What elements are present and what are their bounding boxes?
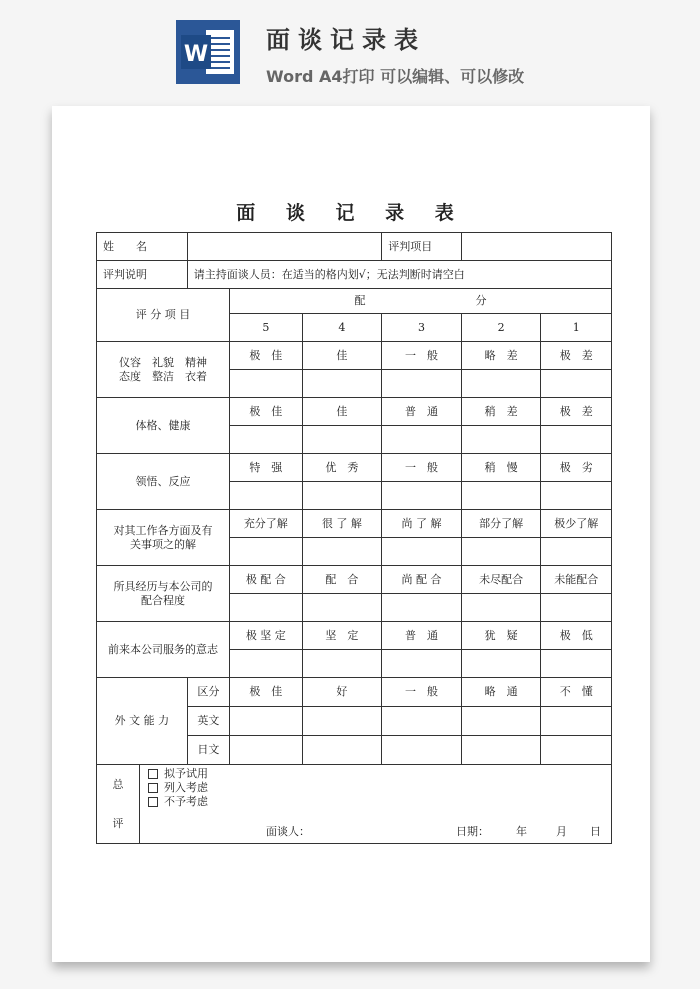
checkbox-icon[interactable] xyxy=(148,797,158,807)
summary-label xyxy=(97,765,140,843)
desc-text: 请主持面谈人员：在适当的格内划√；无法判断时请空白 xyxy=(187,261,611,289)
option-label: 普 通 xyxy=(382,398,462,426)
check-cell[interactable] xyxy=(382,538,462,566)
check-cell[interactable] xyxy=(461,482,541,510)
check-cell[interactable] xyxy=(461,538,541,566)
summary-label-bottom: 评 xyxy=(112,816,124,830)
check-cell[interactable] xyxy=(230,370,303,398)
check-cell[interactable] xyxy=(382,594,462,622)
option-label: 部分了解 xyxy=(461,510,541,538)
check-cell[interactable] xyxy=(382,482,462,510)
check-cell[interactable] xyxy=(461,370,541,398)
check-cell[interactable] xyxy=(302,736,382,765)
check-cell[interactable] xyxy=(382,370,462,398)
option-label: 佳 xyxy=(302,342,382,370)
option-label: 极 佳 xyxy=(230,398,303,426)
summary-label-top: 总 xyxy=(112,777,124,791)
criteria-comprehension: 领悟、反应 xyxy=(97,454,230,510)
summary-option[interactable] xyxy=(148,795,611,809)
check-cell[interactable] xyxy=(461,707,541,736)
eval-item-field[interactable] xyxy=(461,233,611,261)
desc-label: 评判说明 xyxy=(97,261,188,289)
option-label: 一 般 xyxy=(382,454,462,482)
score-col-1: 1 xyxy=(541,314,612,342)
check-cell[interactable] xyxy=(541,736,612,765)
option-label: 未能配合 xyxy=(541,566,612,594)
option-label: 极 劣 xyxy=(541,454,612,482)
check-cell[interactable] xyxy=(461,594,541,622)
option-label: 很 了 解 xyxy=(302,510,382,538)
name-label: 姓 名 xyxy=(97,233,188,261)
check-cell[interactable] xyxy=(230,707,303,736)
option-label: 略 差 xyxy=(461,342,541,370)
checkbox-icon[interactable] xyxy=(148,783,158,793)
option-label: 极 坚 定 xyxy=(230,622,303,650)
option-label: 极少了解 xyxy=(541,510,612,538)
option-label: 略 通 xyxy=(461,678,541,707)
check-cell[interactable] xyxy=(461,650,541,678)
option-label: 极 佳 xyxy=(230,342,303,370)
document-page xyxy=(52,106,650,962)
summary-option-label: 拟予试用 xyxy=(164,767,208,780)
document-title: 面 谈 记 录 表 xyxy=(236,202,466,224)
option-label: 配 合 xyxy=(302,566,382,594)
score-col-2: 2 xyxy=(461,314,541,342)
criteria-commitment: 前来本公司服务的意志 xyxy=(97,622,230,678)
word-icon-letter: W xyxy=(183,42,209,67)
check-cell[interactable] xyxy=(382,426,462,454)
option-label: 佳 xyxy=(302,398,382,426)
option-label: 尚 了 解 xyxy=(382,510,462,538)
month-label: 月 xyxy=(556,825,567,838)
score-header: 配 分 xyxy=(230,289,612,314)
option-label: 特 强 xyxy=(230,454,303,482)
score-col-5: 5 xyxy=(230,314,303,342)
summary-option[interactable] xyxy=(148,767,611,781)
check-cell[interactable] xyxy=(461,426,541,454)
language-sub-label: 日文 xyxy=(187,736,229,765)
day-label: 日 xyxy=(590,825,601,838)
check-cell[interactable] xyxy=(302,538,382,566)
criteria-appearance: 仪容 礼貌 精神 态度 整洁 衣着 xyxy=(97,342,230,398)
check-cell[interactable] xyxy=(382,650,462,678)
word-icon xyxy=(176,20,240,84)
option-label: 充分了解 xyxy=(230,510,303,538)
eval-item-label: 评判项目 xyxy=(382,233,462,261)
summary-option-label: 列入考虑 xyxy=(164,781,208,794)
option-label: 优 秀 xyxy=(302,454,382,482)
option-label: 普 通 xyxy=(382,622,462,650)
check-cell[interactable] xyxy=(541,538,612,566)
summary-option-label: 不予考虑 xyxy=(164,795,208,808)
criteria-experience-fit: 所具经历与本公司的 配合程度 xyxy=(97,566,230,622)
option-label: 极 配 合 xyxy=(230,566,303,594)
signature-line xyxy=(140,825,611,843)
name-field[interactable] xyxy=(187,233,382,261)
check-cell[interactable] xyxy=(541,482,612,510)
header-title: 面谈记录表 xyxy=(266,26,426,54)
option-label: 极 佳 xyxy=(230,678,303,707)
language-sub-label: 区分 xyxy=(187,678,229,707)
score-item-header: 评 分 项 目 xyxy=(97,289,230,342)
check-cell[interactable] xyxy=(302,650,382,678)
check-cell[interactable] xyxy=(302,707,382,736)
check-cell[interactable] xyxy=(230,594,303,622)
option-label: 稍 差 xyxy=(461,398,541,426)
check-cell[interactable] xyxy=(230,482,303,510)
interviewer-label: 面谈人： xyxy=(266,825,310,838)
option-label: 极 差 xyxy=(541,342,612,370)
score-col-3: 3 xyxy=(382,314,462,342)
check-cell[interactable] xyxy=(541,370,612,398)
summary-option[interactable] xyxy=(148,781,611,795)
option-label: 一 般 xyxy=(382,342,462,370)
option-label: 未尽配合 xyxy=(461,566,541,594)
check-cell[interactable] xyxy=(541,707,612,736)
check-cell[interactable] xyxy=(230,650,303,678)
criteria-health: 体格、健康 xyxy=(97,398,230,454)
option-label: 尚 配 合 xyxy=(382,566,462,594)
language-sub-label: 英文 xyxy=(187,707,229,736)
option-label: 坚 定 xyxy=(302,622,382,650)
check-cell[interactable] xyxy=(382,736,462,765)
option-label: 极 差 xyxy=(541,398,612,426)
check-cell[interactable] xyxy=(302,482,382,510)
option-label: 稍 慢 xyxy=(461,454,541,482)
interview-form-table xyxy=(96,232,612,844)
year-label: 年 xyxy=(516,825,527,838)
check-cell[interactable] xyxy=(302,370,382,398)
score-col-4: 4 xyxy=(302,314,382,342)
check-cell[interactable] xyxy=(302,426,382,454)
option-label: 极 低 xyxy=(541,622,612,650)
language-ability-label: 外 文 能 力 xyxy=(97,678,188,765)
option-label: 好 xyxy=(302,678,382,707)
page-header xyxy=(0,0,700,100)
option-label: 不 懂 xyxy=(541,678,612,707)
check-cell[interactable] xyxy=(541,426,612,454)
check-cell[interactable] xyxy=(382,707,462,736)
check-cell[interactable] xyxy=(541,650,612,678)
summary-cell xyxy=(97,765,612,844)
header-subtitle: Word A4打印 可以编辑、可以修改 xyxy=(266,67,525,86)
option-label: 一 般 xyxy=(382,678,462,707)
check-cell[interactable] xyxy=(302,594,382,622)
check-cell[interactable] xyxy=(230,538,303,566)
date-label: 日期： xyxy=(456,825,489,838)
option-label: 犹 疑 xyxy=(461,622,541,650)
check-cell[interactable] xyxy=(461,736,541,765)
check-cell[interactable] xyxy=(230,736,303,765)
checkbox-icon[interactable] xyxy=(148,769,158,779)
criteria-job-understanding: 对其工作各方面及有 关事项之的解 xyxy=(97,510,230,566)
check-cell[interactable] xyxy=(230,426,303,454)
check-cell[interactable] xyxy=(541,594,612,622)
